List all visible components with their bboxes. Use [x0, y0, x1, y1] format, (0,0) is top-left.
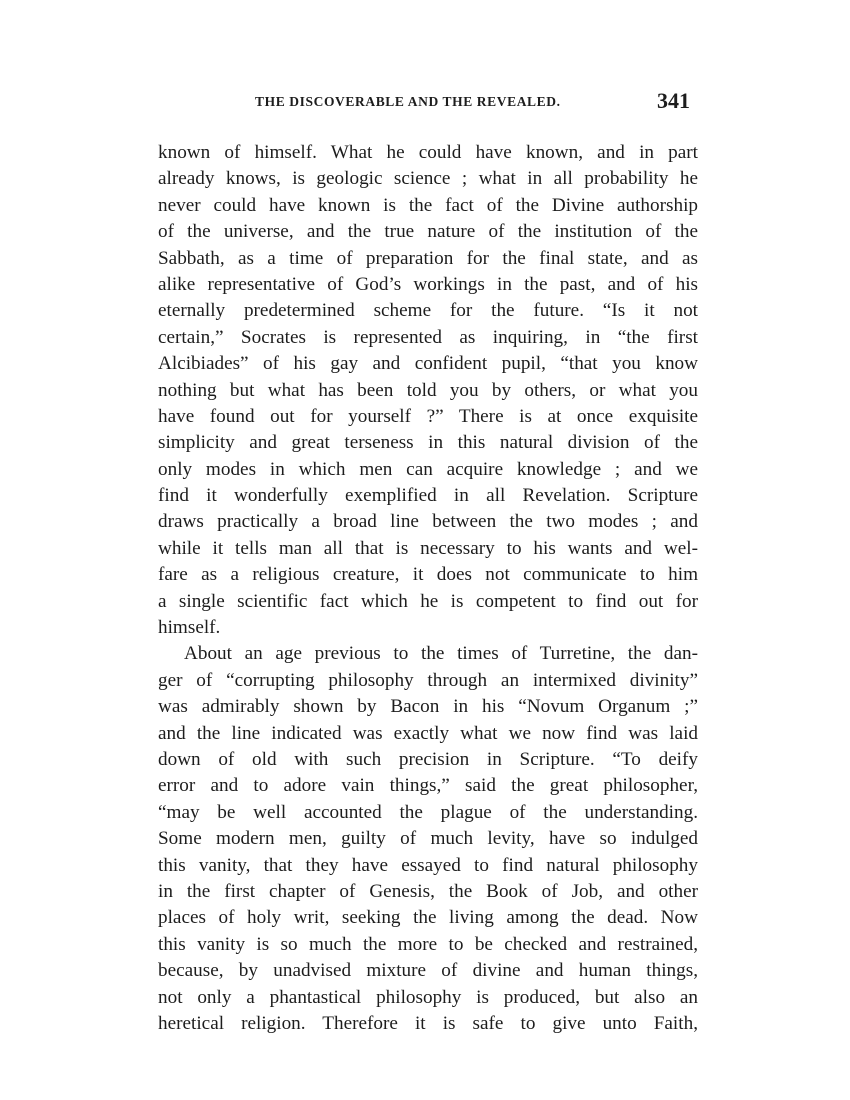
body-text	[158, 140, 698, 1037]
text-line: of the universe, and the true nature of the institution of the	[158, 221, 698, 243]
text-line: Sabbath, as a time of preparation for the final state, and as	[158, 247, 698, 269]
text-line: certain,” Socrates is represented as inquiring, in “the first	[158, 326, 698, 348]
text-line: while it tells man all that is necessary to his wants and wel-	[158, 537, 698, 559]
text-line: nothing but what has been told you by others, or what you	[158, 379, 698, 401]
text-line: a single scientific fact which he is competent to find out for	[158, 590, 698, 612]
text-line: fare as a religious creature, it does not communicate to him	[158, 564, 698, 586]
text-line: not only a phantastical philosophy is produced, but also an	[158, 986, 698, 1008]
text-line: find it wonderfully exemplified in all Revelation. Scripture	[158, 485, 698, 507]
text-line: only modes in which men can acquire knowledge ; and we	[158, 458, 698, 480]
text-line: in the first chapter of Genesis, the Book of Job, and other	[158, 880, 698, 902]
text-line: down of old with such precision in Scripture. “To deify	[158, 748, 698, 770]
text-line: never could have known is the fact of the Divine authorship	[158, 194, 698, 216]
text-line: known of himself. What he could have known, and in part	[158, 142, 698, 163]
text-line: error and to adore vain things,” said the great philosopher,	[158, 775, 698, 797]
text-line: Alcibiades” of his gay and confident pupil, “that you know	[158, 353, 698, 375]
text-line: this vanity is so much the more to be checked and restrained,	[158, 933, 698, 955]
text-line: “may be well accounted the plague of the understanding.	[158, 801, 698, 823]
text-line: because, by unadvised mixture of divine and human things,	[158, 960, 698, 982]
text-line: was admirably shown by Bacon in his “Novum Organum ;”	[158, 696, 698, 718]
running-head	[160, 88, 696, 118]
page-number: 341	[657, 88, 690, 113]
paragraph-2	[158, 641, 698, 1037]
text-line: eternally predetermined scheme for the future. “Is it not	[158, 300, 698, 322]
text-line: Some modern men, guilty of much levity, have so indulged	[158, 828, 698, 850]
paragraph-1	[158, 140, 698, 641]
text-line: draws practically a broad line between the two modes ; and	[158, 511, 698, 533]
text-line: and the line indicated was exactly what we now find was laid	[158, 722, 698, 744]
text-line: ger of “corrupting philosophy through an intermixed divinity”	[158, 669, 698, 691]
text-line: this vanity, that they have essayed to find natural philosophy	[158, 854, 698, 876]
text-line: About an age previous to the times of Turretine, the dan-	[184, 643, 698, 665]
text-line: places of holy writ, seeking the living among the dead. Now	[158, 907, 698, 929]
text-line: simplicity and great terseness in this natural division of the	[158, 432, 698, 454]
text-line: already knows, is geologic science ; what in all probability he	[158, 168, 698, 190]
text-line: have found out for yourself ?” There is at once exquisite	[158, 405, 698, 427]
text-line: alike representative of God’s workings in the past, and of his	[158, 273, 698, 295]
running-title: THE DISCOVERABLE AND THE REVEALED.	[255, 94, 561, 109]
text-line: himself.	[158, 617, 221, 639]
text-line: heretical religion. Therefore it is safe to give unto Faith,	[158, 1012, 698, 1034]
